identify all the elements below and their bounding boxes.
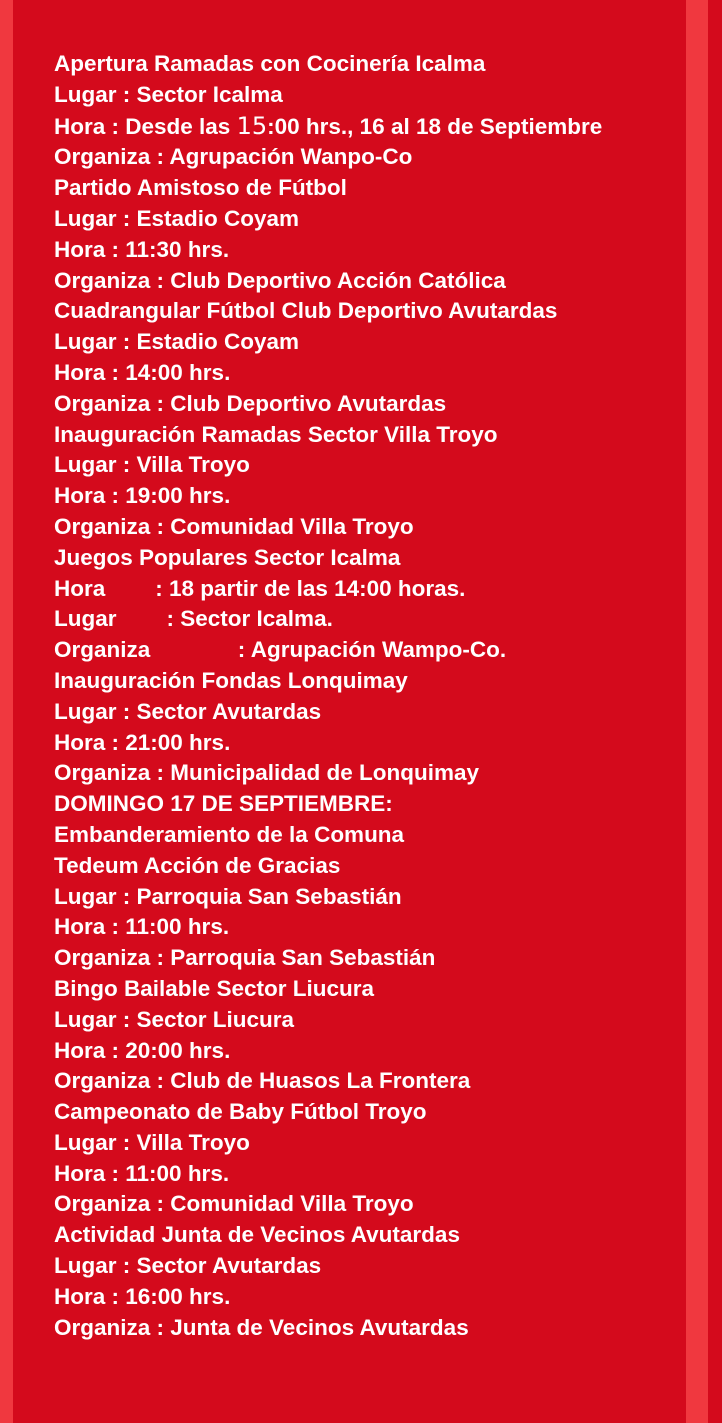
- left-side-stripe: [0, 0, 13, 1423]
- event-time-hour: 15: [236, 111, 268, 140]
- event-location: Lugar : Villa Troyo: [54, 452, 250, 478]
- event-title: Partido Amistoso de Fútbol: [54, 175, 347, 201]
- event-organizer: Organiza : Agrupación Wanpo-Co: [54, 144, 413, 170]
- event-organizer: Organiza : Junta de Vecinos Avutardas: [54, 1314, 469, 1340]
- event-title: Cuadrangular Fútbol Club Deportivo Avutardas: [54, 298, 558, 324]
- event-location: Lugar : Sector Icalma: [54, 81, 283, 107]
- event-title: Inauguración Ramadas Sector Villa Troyo: [54, 421, 498, 447]
- event-location: Lugar : Sector Icalma.: [54, 606, 333, 632]
- event-time: Hora : 14:00 hrs.: [54, 359, 231, 385]
- sunday-intro: Embanderamiento de la Comuna: [54, 821, 405, 847]
- event-schedule: [54, 49, 679, 1343]
- event-location: Lugar : Estadio Coyam: [54, 329, 300, 355]
- event-organizer: Organiza : Comunidad Villa Troyo: [54, 513, 414, 539]
- event-location: Lugar : Sector Avutardas: [54, 1253, 322, 1279]
- event-title: Inauguración Fondas Lonquimay: [54, 667, 408, 693]
- event-organizer: Organiza : Comunidad Villa Troyo: [54, 1191, 414, 1217]
- event-time: Hora : 19:00 hrs.: [54, 483, 231, 509]
- event-location: Lugar : Villa Troyo: [54, 1129, 250, 1155]
- event-location: Lugar : Estadio Coyam: [54, 205, 300, 231]
- event-organizer: Organiza : Club Deportivo Avutardas: [54, 390, 447, 416]
- event-organizer: Organiza : Club Deportivo Acción Católica: [54, 267, 506, 293]
- event-organizer: Organiza : Agrupación Wampo-Co.: [54, 637, 507, 663]
- event-time: Hora : 18 partir de las 14:00 horas.: [54, 575, 466, 601]
- event-time: Hora : 16:00 hrs.: [54, 1283, 231, 1309]
- event-location: Lugar : Parroquia San Sebastián: [54, 883, 402, 909]
- event-title: Juegos Populares Sector Icalma: [54, 544, 401, 570]
- event-time: Hora : 11:00 hrs.: [54, 1160, 230, 1186]
- event-time-prefix: Hora : Desde las: [54, 113, 237, 139]
- event-location: Lugar : Sector Liucura: [54, 1006, 295, 1032]
- event-title: Bingo Bailable Sector Liucura: [54, 975, 375, 1001]
- right-side-stripe: [686, 0, 708, 1423]
- event-location: Lugar : Sector Avutardas: [54, 698, 322, 724]
- event-organizer: Organiza : Municipalidad de Lonquimay: [54, 760, 480, 786]
- event-time: Hora : 11:30 hrs.: [54, 236, 230, 262]
- event-title: Apertura Ramadas con Cocinería Icalma: [54, 51, 486, 76]
- event-time: Hora : 21:00 hrs.: [54, 729, 231, 755]
- event-title: Actividad Junta de Vecinos Avutardas: [54, 1222, 460, 1248]
- event-title: Tedeum Acción de Gracias: [54, 852, 341, 878]
- event-title: Campeonato de Baby Fútbol Troyo: [54, 1099, 427, 1125]
- event-time: [54, 111, 679, 143]
- event-time: Hora : 11:00 hrs.: [54, 914, 230, 940]
- event-time: Hora : 20:00 hrs.: [54, 1037, 231, 1063]
- day-heading: DOMINGO 17 DE SEPTIEMBRE:: [54, 791, 393, 817]
- event-organizer: Organiza : Club de Huasos La Frontera: [54, 1068, 471, 1094]
- event-time-suffix: :00 hrs., 16 al 18 de Septiembre: [267, 113, 603, 139]
- event-organizer: Organiza : Parroquia San Sebastián: [54, 945, 436, 971]
